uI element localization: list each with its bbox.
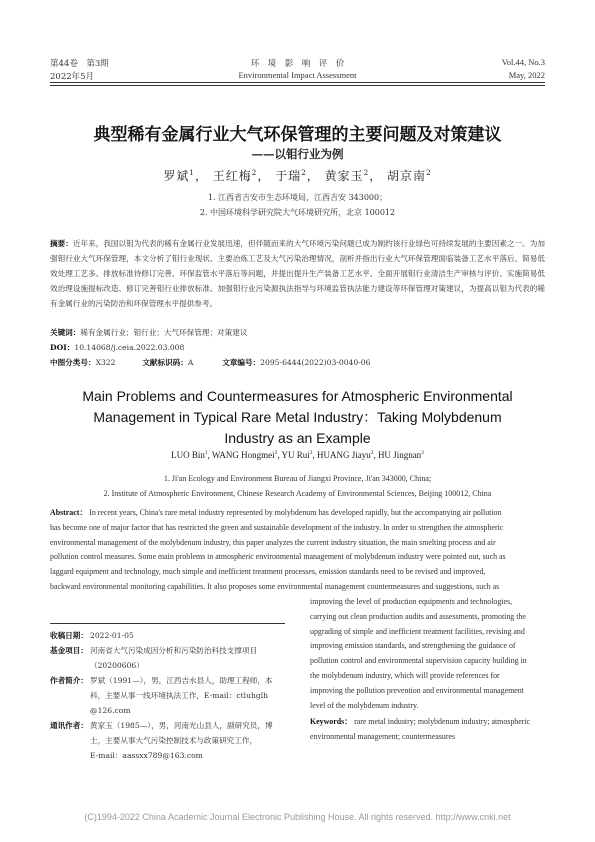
clc-value: X322 — [95, 358, 116, 367]
abstract-en-line: pollution control and environmental supervision capacity building in — [310, 656, 527, 666]
article-value: 2095-6444(2022)03-0040-06 — [260, 358, 371, 367]
doi-label: DOI： — [50, 343, 75, 352]
abstract-en — [50, 506, 545, 595]
english-title — [0, 386, 595, 449]
issue-date: 2022年5月 — [50, 72, 95, 82]
abstract-en-line: backward environmental monitoring capabilities. It also proposes some environmental management countermeasures and suggestions, such as — [50, 581, 500, 591]
journal-name-en: Environmental Impact Assessment — [238, 70, 357, 80]
info-author-bio: 作者简介： 罗斌（1991—），男，江西吉水县人，助理工程师，本 科，主要从事一线环境执法工作，E-mail：ctluhglh @126.com — [50, 676, 273, 715]
header-rule-2 — [50, 85, 545, 86]
english-title-line: Main Problems and Countermeasures for Atmospheric Environmental — [82, 388, 513, 404]
abstract-cn-text: 近年来，我国以钼为代表的稀有金属行业发展迅速，但伴随而来的大气环境污染问题已成为制约该行业绿色可持续发展的主要因素之一。为加强钼行业大气环保管理，本文分析了钼行业现状、主要冶炼工艺及大气污染治理情况，剖析并指出行业大气环保管理面临装备工艺水平落后、简易低效处理工艺多、排放标准待修订完善、环保监管水平落后等问题，并提出提升生产装备工艺水平、全面开展钼行业清洁生产审核与评价、实施简易低效治理设施提标改造、修订完善钼行业排放标准、加强钼行业污染源执法指导与环境监管执法能力建设等环保管理对策建议，为提高以钼为代表的稀有金属行业的污染防治和环保管理水平提供参考。 — [50, 239, 546, 308]
author-en: WANG Hongmei$^2$ — [211, 450, 278, 460]
author-cn: 黄家玉$^2$ — [324, 168, 370, 183]
author-cn: 罗斌$^1$ — [163, 168, 195, 183]
authors-cn: 罗斌$^1$， 王红梅$^2$， 于瑞$^2$， 黄家玉$^2$， 胡京南$^2$ — [163, 168, 432, 183]
affiliation-cn-2: 2. 中国环境科学研究院大气环境研究所，北京 100012 — [199, 208, 396, 217]
keywords-en: Keywords： rare metal industry; molybdenum industry; atmospheric — [310, 717, 531, 727]
english-title-line: Management in Typical Rare Metal Industry：Taking Molybdenum — [93, 409, 502, 425]
journal-name-cn: 环 境 影 响 评 价 — [250, 59, 345, 69]
doi-value: 10.14068/j.ceia.2022.03.008 — [74, 343, 185, 352]
code-label: 文献标识码： — [142, 358, 188, 367]
info-corresponding-author: 通讯作者： 黄家玉（1985—），男，河南光山县人，副研究员，博 士，主要从事大气污染控制技术与政策研究工作， E-mail：aassxx789@163.com — [50, 721, 273, 760]
abstract-en-label: Abstract： — [50, 508, 88, 517]
author-cn: 于瑞$^2$ — [275, 168, 307, 183]
keywords-cn — [50, 325, 545, 340]
author-en: YU Rui$^2$ — [281, 450, 313, 460]
article-label: 文章编号： — [222, 358, 261, 367]
affiliation-en-2: 2. Institute of Atmospheric Environment, Chinese Research Academy of Environmental Sciences, Beijing 100012, China — [103, 489, 492, 498]
abstract-en-line: environmental management of the molybdenum industry, this paper analyzes the current industry situation, the main smelting process and air — [50, 537, 496, 547]
keywords-cn-label: 关键词： — [50, 328, 81, 337]
info-received: 收稿日期： 2022-01-05 — [50, 631, 134, 640]
classification-line — [50, 355, 545, 370]
abstract-en-line: pollution control measures. Some main problems in atmospheric environmental management of molybdenum industry were pointed out, such as — [50, 552, 506, 562]
abstract-en-line: Abstract： In recent years, China's rare metal industry represented by molybdenum has developed rapidly, but the accompanying air pollution — [50, 508, 502, 517]
abstract-en-line: upgrading of simple and inefficient treatment facilities, revising and — [310, 626, 525, 636]
abstract-en-line: level of the molybdenum industry. — [310, 700, 419, 710]
abstract-cn-label: 摘要： — [50, 239, 73, 248]
info-funding: 基金项目： 河南省大气污染成因分析和污染防治科技支撑项目 （20200606） — [50, 646, 258, 670]
abstract-en-right-column — [310, 595, 545, 745]
date-en: May, 2022 — [508, 70, 545, 80]
issue-volume: 第44卷 第3期 — [50, 59, 109, 69]
keywords-cn-text: 稀有金属行业；钼行业；大气环保管理；对策建议 — [80, 328, 248, 337]
author-cn: 王红梅$^2$ — [212, 168, 258, 183]
english-title-line: Industry as an Example — [224, 430, 371, 446]
abstract-en-line: improving the pollution prevention and environmental management — [310, 685, 524, 695]
affiliation-en-1: 1. Ji'an Ecology and Environment Bureau of Jiangxi Province, Ji'an 343000, China; — [163, 474, 432, 483]
code-value: A — [187, 358, 194, 367]
abstract-cn — [50, 236, 545, 311]
doi — [50, 340, 545, 355]
author-en: HU Jingnan$^2$ — [377, 450, 424, 460]
article-info — [50, 628, 290, 763]
subtitle: ——以钼行业为例 — [251, 147, 344, 161]
author-cn: 胡京南$^2$ — [387, 168, 432, 183]
volume-en: Vol.44, No.3 — [501, 57, 545, 67]
abstract-en-line: has become one of major factor that has restricted the green and sustainable development of the industry. In order to strengthen the atmospheric — [50, 522, 504, 532]
keywords-en-label: Keywords： — [310, 717, 353, 727]
header-rule — [50, 82, 545, 83]
abstract-en-line: improving emission standards, and strengthening the guidance of — [310, 641, 516, 651]
abstract-en-line: the molybdenum industry, which will provide references for — [310, 670, 500, 680]
clc-label: 中图分类号： — [50, 358, 96, 367]
abstract-en-line: improving the level of production equipments and technologies, — [310, 597, 513, 606]
authors-en: LUO Bin$^1$, WANG Hongmei$^2$, YU Rui$^2$, HUANG Jiayu$^2$, HU Jingnan$^2$ — [171, 450, 424, 460]
author-en: LUO Bin$^1$ — [171, 450, 208, 460]
affiliation-cn-1: 1. 江西省吉安市生态环境局，江西吉安 343000； — [207, 193, 388, 202]
copyright-footer: (C)1994-2022 China Academic Journal Electronic Publishing House. All rights reserved. http://www.cnki.net — [84, 812, 511, 822]
abstract-en-line: carrying out clean production audits and assessments, promoting the — [310, 611, 526, 621]
keywords-en-line: environmental management; countermeasures — [310, 732, 456, 742]
abstract-en-line: laggard equipment and technology, much simple and inefficient treatment processes, emission standards need to be revised and improved, — [50, 567, 486, 577]
info-rule — [50, 623, 285, 624]
page-title: 典型稀有金属行业大气环保管理的主要问题及对策建议 — [93, 125, 502, 145]
author-en: HUANG Jiayu$^2$ — [316, 450, 374, 460]
